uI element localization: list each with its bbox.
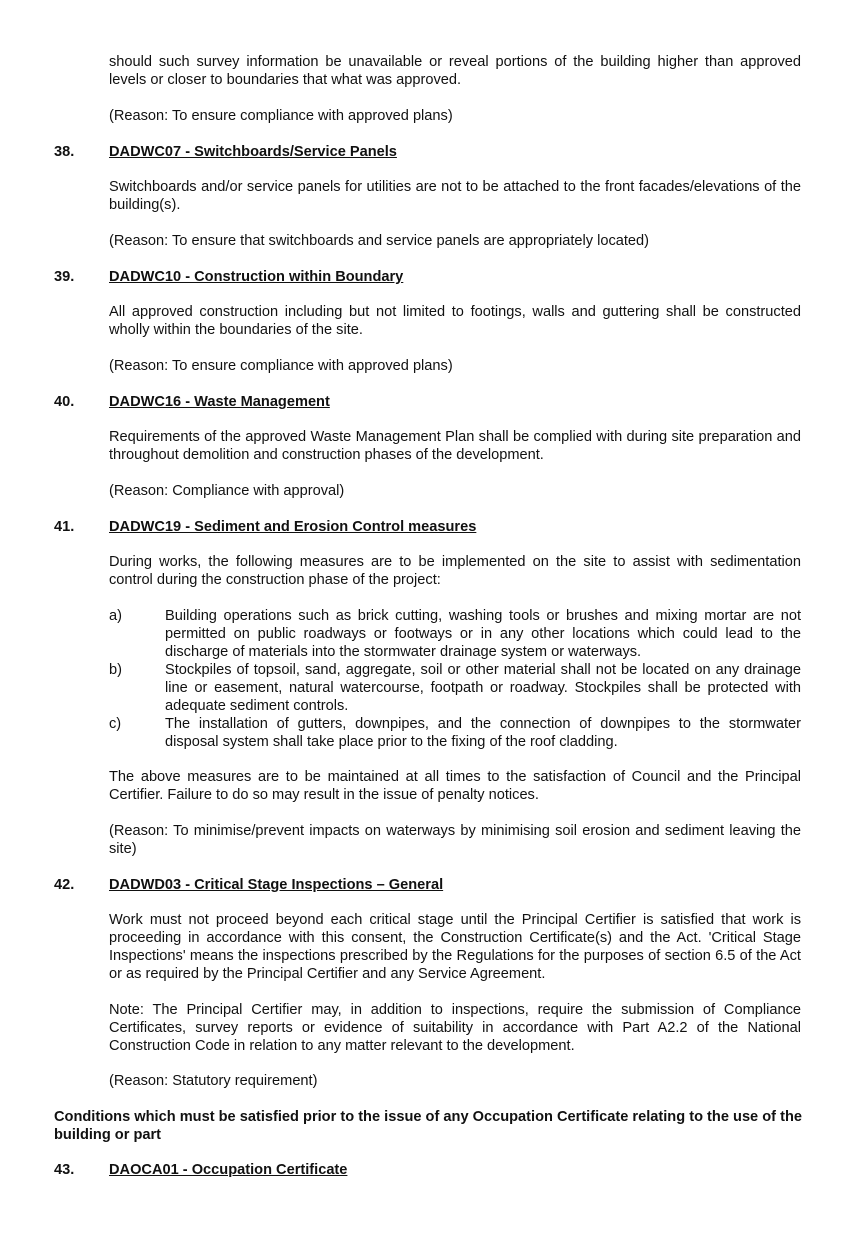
condition-reason: (Reason: Compliance with approval): [109, 483, 345, 499]
condition-body: During works, the following measures are to be implemented on the site to assist with sedimentation control during the construction phase of the project:: [109, 554, 801, 588]
intro-text: should such survey information be unavailable or reveal portions of the building higher than approved levels or closer to boundaries that what was approved.: [109, 54, 801, 88]
condition-number: 43.: [54, 1162, 75, 1178]
list-item-label: a): [109, 608, 122, 624]
list-item-text: The installation of gutters, downpipes, and the connection of downpipes to the stormwater disposal system shall take place prior to the fixing of the roof cladding.: [165, 716, 801, 750]
condition-number: 39.: [54, 269, 75, 285]
condition-reason: (Reason: Statutory requirement): [109, 1073, 318, 1089]
condition-number: 38.: [54, 144, 75, 160]
condition-title: DADWD03 - Critical Stage Inspections – General: [109, 877, 444, 893]
condition-number: 40.: [54, 394, 75, 410]
list-item-label: b): [109, 662, 122, 678]
condition-body: All approved construction including but not limited to footings, walls and guttering shall be constructed wholly within the boundaries of the site.: [109, 304, 801, 338]
intro-reason: (Reason: To ensure compliance with approved plans): [109, 108, 453, 124]
condition-reason: (Reason: To minimise/prevent impacts on waterways by minimising soil erosion and sediment leaving the site): [109, 823, 801, 857]
condition-title: DADWC16 - Waste Management: [109, 394, 330, 410]
list-item-text: Building operations such as brick cutting, washing tools or brushes and mixing mortar are not permitted on public roadways or footways or in any other locations which could lead to the discharge of materials into the stormwater drainage system or waterways.: [165, 608, 801, 660]
condition-number: 42.: [54, 877, 75, 893]
condition-title: DAOCA01 - Occupation Certificate: [109, 1162, 348, 1178]
condition-title: DADWC10 - Construction within Boundary: [109, 269, 404, 285]
condition-note: Note: The Principal Certifier may, in addition to inspections, require the submission of Compliance Certificates, survey reports or evidence of suitability in accordance with Part A2.2 of the National Construction Code in relation to any matter relevant to the development.: [109, 1002, 801, 1054]
condition-number: 41.: [54, 519, 75, 535]
section-heading: Conditions which must be satisfied prior to the issue of any Occupation Certificate relating to the use of the building or part: [54, 1109, 802, 1143]
condition-reason: (Reason: To ensure compliance with approved plans): [109, 358, 453, 374]
condition-after-text: The above measures are to be maintained at all times to the satisfaction of Council and the Principal Certifier. Failure to do so may result in the issue of penalty notices.: [109, 769, 801, 803]
condition-body: Switchboards and/or service panels for utilities are not to be attached to the front facades/elevations of the building(s).: [109, 179, 801, 213]
condition-body: Work must not proceed beyond each critical stage until the Principal Certifier is satisfied that work is proceeding in accordance with this consent, the Construction Certificate(s) and the Act. 'Critical Stage Inspections' means the inspections prescribed by the Regulations for the purposes of section 6.5 of the Act or as required by the Principal Certifier and any Service Agreement.: [109, 912, 801, 982]
condition-title: DADWC07 - Switchboards/Service Panels: [109, 144, 397, 160]
list-item-text: Stockpiles of topsoil, sand, aggregate, soil or other material shall not be located on any drainage line or easement, natural watercourse, footpath or roadway. Stockpiles shall be protected with adequate sediment controls.: [165, 662, 801, 714]
condition-body: Requirements of the approved Waste Management Plan shall be complied with during site preparation and throughout demolition and construction phases of the development.: [109, 429, 801, 463]
condition-reason: (Reason: To ensure that switchboards and service panels are appropriately located): [109, 233, 650, 249]
condition-title: DADWC19 - Sediment and Erosion Control measures: [109, 519, 477, 535]
list-item-label: c): [109, 716, 122, 732]
